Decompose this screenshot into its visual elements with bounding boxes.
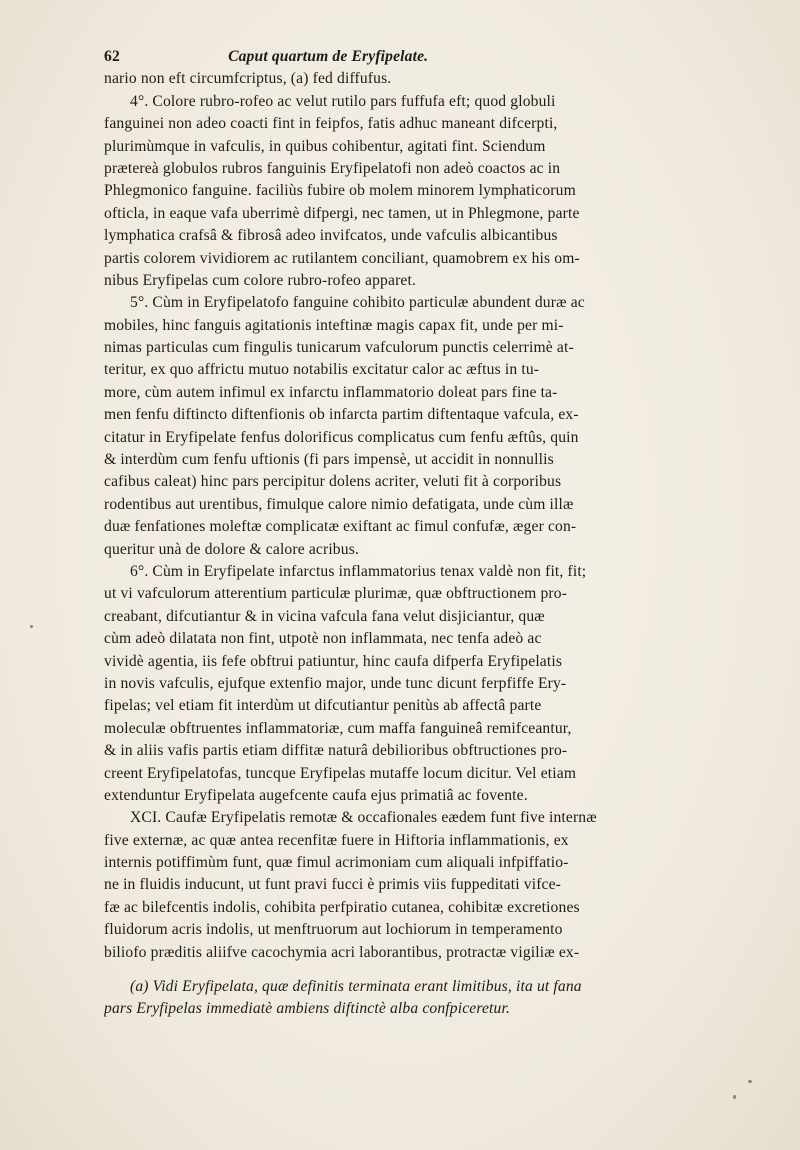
text-line: more, cùm autem infimul ex infarctu inflammatorio doleat pars fine ta- [104, 383, 558, 401]
text-line: nimas particulas cum fingulis tunicarum vafculorum punctis celerrimè at- [104, 339, 574, 357]
page-speck [733, 1095, 736, 1099]
text-line: ofticla, in eaque vafa uberrimè difpergi, nec tamen, ut in Phlegmone, parte [104, 204, 580, 222]
text-line: duæ fenfationes moleftæ complicatæ exiftant ac fimul confufæ, æger con- [104, 518, 577, 536]
text-line: queritur unà de dolore & calore acribus. [104, 540, 359, 558]
page-number: 62 [104, 48, 120, 65]
text-line: internis potiffimùm funt, quæ fimul acrimoniam cum aliquali infpiffatio- [104, 854, 569, 872]
text-line: fluidorum acris indolis, ut menftruorum aut lochiorum in temperamento [104, 921, 563, 939]
footnote-line: pars Eryfipelas immediatè ambiens diftinctè alba confpiceretur. [104, 1000, 511, 1018]
text-line: mobiles, hinc fanguis agitationis inteftinæ magis capax fit, unde per mi- [104, 316, 564, 334]
text-line: prætereà globulos rubros fanguinis Eryfipelatofi non adeò coactos ac in [104, 159, 561, 177]
text-line: ut vi vafculorum atterentium particulæ plurimæ, quæ obftructionem pro- [104, 585, 568, 603]
footnote-line: (a) Vidi Eryfipelata, quæ definitis terminata erant limitibus, ita ut fana [130, 978, 582, 996]
text-line: 5°. Cùm in Eryfipelatofo fanguine cohibito particulæ abundent duræ ac [130, 294, 585, 312]
text-block [104, 46, 772, 1021]
text-line: partis colorem vividiorem ac rutilantem conciliant, quamobrem ex his om- [104, 249, 580, 267]
text-line: & interdùm cum fenfu uftionis (fi pars impensè, ut accidit in nonnullis [104, 451, 554, 469]
text-line: fipelas; vel etiam fit interdùm ut difcutiantur penitùs ab affectâ parte [104, 697, 542, 715]
text-line: plurimùmque in vafculis, in quibus cohibentur, agitati fint. Sciendum [104, 137, 546, 155]
text-line: moleculæ obftruentes inflammatoriæ, cum maffa fanguineâ remifceantur, [104, 719, 572, 737]
running-title: Caput quartum de Eryfipelate. [228, 48, 429, 65]
text-line: biliofo præditis aliifve cacochymia acri laborantibus, protractæ vigiliæ ex- [104, 943, 580, 961]
text-line: fæ ac bilefcentis indolis, cohibita perfpiratio cutanea, cohibitæ excretiones [104, 898, 580, 916]
text-line: lymphatica crafsâ & fibrosâ adeo invifcatos, unde vafculis albicantibus [104, 227, 558, 245]
text-line: Phlegmonico fanguine. faciliùs fubire ob molem minorem lymphaticorum [104, 182, 576, 200]
text-line: nibus Eryfipelas cum colore rubro-rofeo apparet. [104, 271, 417, 289]
text-line: five externæ, ac quæ antea recenfitæ fuere in Hiftoria inflammationis, ex [104, 831, 569, 849]
text-line: XCI. Caufæ Eryfipelatis remotæ & occafionales eædem funt five internæ [130, 809, 597, 827]
text-line: nario non eft circumfcriptus, (a) fed diffufus. [104, 70, 392, 88]
text-line: vividè agentia, iis fefe obftrui patiuntur, hinc caufa difperfa Eryfipelatis [104, 652, 563, 670]
text-line: teritur, ex quo affrictu mutuo notabilis excitatur calor ac æftus in tu- [104, 361, 540, 379]
page-speck [748, 1080, 752, 1083]
text-line: cùm adeò dilatata non fint, utpotè non inflammata, nec tenfa adeò ac [104, 630, 542, 648]
page-speck [30, 625, 33, 628]
text-line: extenduntur Eryfipelata augefcente caufa ejus primatiâ ac fovente. [104, 786, 528, 804]
footnote-gap [104, 964, 772, 976]
text-line: 6°. Cùm in Eryfipelate infarctus inflammatorius tenax valdè non fit, fit; [130, 562, 587, 580]
footnote [104, 976, 772, 1021]
body-text [104, 68, 772, 964]
text-line: rodentibus aut urentibus, fimulque calore nimio defatigata, unde cùm illæ [104, 495, 574, 513]
text-line: citatur in Eryfipelate fenfus dolorificus complicatus cum fenfu æftûs, quin [104, 428, 579, 446]
text-line: ne in fluidis inducunt, ut funt pravi fucci è primis viis fuppeditati vifce- [104, 876, 562, 894]
page-header [104, 46, 772, 68]
text-line: cafibus caleat) hinc pars percipitur dolens acriter, veluti fit à corporibus [104, 473, 562, 491]
text-line: men fenfu diftincto diftenfionis ob infarcta partim diftentaque vafcula, ex- [104, 406, 579, 424]
text-line: & in aliis vafis partis etiam diffitæ naturâ debilioribus obftructiones pro- [104, 742, 568, 760]
text-line: fanguinei non adeo coacti fint in feipfos, fatis adhuc maneant difcerpti, [104, 115, 558, 133]
text-line: in novis vafculis, ejufque extenfio major, unde tunc dicunt ferpfiffe Ery- [104, 674, 567, 692]
text-line: 4°. Colore rubro-rofeo ac velut rutilo pars fuffufa eft; quod globuli [130, 92, 556, 110]
text-line: creabant, difcutiantur & in vicina vafcula fana velut disjiciantur, quæ [104, 607, 545, 625]
text-line: creent Eryfipelatofas, tuncque Eryfipelas mutaffe locum dicitur. Vel etiam [104, 764, 577, 782]
